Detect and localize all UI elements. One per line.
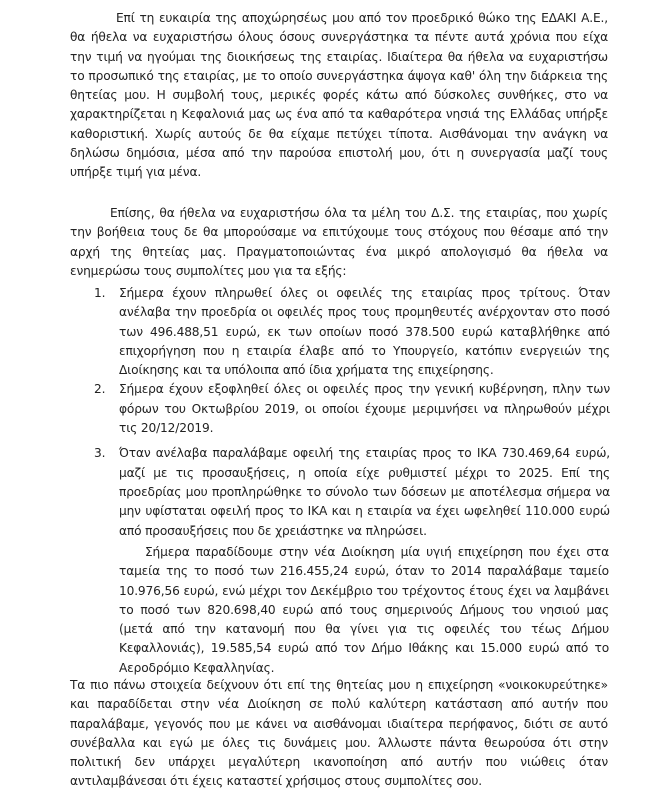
list-item-text: Όταν ανέλαβα παραλάβαμε οφειλή της εταιρίας προς το ΙΚΑ 730.469,64 ευρώ, μαζί με τις προσαυξήσεις, η οποία είχε ρυθμιστεί μέχρι το 2025. Επί της προεδρίας μου προπληρώθηκε το σύνολο των δόσεων με αποτέλεσμα σήμερα να μην υφίσταται οφειλή προς το ΙΚΑ και η εταιρία να έχει ωφεληθεί 110.000 ευρώ από προσαυξήσεις που δε χρειάστηκε να πληρώσει. [119, 446, 610, 538]
paragraph-closing: Τα πιο πάνω στοιχεία δείχνουν ότι επί της θητείας μου η επιχείρηση «νοικοκυρεύτηκε» και παραδίδεται στην νέα Διοίκηση σε πολύ καλύτερη κατάσταση από αυτήν που παραλάβαμε, γεγονός που με κάνει να αισθάνομαι ιδιαίτερα περήφανος, διότι σε αυτό συνέβαλλα και εγώ με όλες τις δυνάμεις μου. Άλλωστε πάντα θεωρούσα ότι στην πολιτική δεν υπάρχει μεγαλύτερη ικανοποίηση από αυτήν που νιώθεις όταν αντιλαμβάνεσαι ότι έχεις καταστεί χρήσιμος στους συμπολίτες σου. [70, 678, 608, 789]
paragraph-financial-status: Σήμερα παραδίδουμε στην νέα Διοίκηση μία υγιή επιχείρηση που έχει στα ταμεία της το ποσό των 216.455,24 ευρώ, όταν το 2014 παραλάβαμε ταμείο 10.976,56 ευρώ, ενώ μέχρι τον Δεκέμβριο του τρέχοντος έτους έχει να λαμβάνει το ποσό των 820.698,40 ευρώ από τους σημερινούς Δήμους του νησιού μας (μετά από την κατανομή που θα γίνει για τις οφειλές του τέως Δήμου Κεφαλλονιάς), 19.585,54 ευρώ από τον Δήμο Ιθάκης και 15.000 ευρώ από το Αεροδρόμιο Κεφαλληνίας. [119, 545, 609, 675]
list-item-text: Σήμερα έχουν εξοφληθεί όλες οι οφειλές προς την γενική κυβέρνηση, πλην των φόρων του Οκτωβρίου 2019, οι οποίοι έχουμε μεριμνήσει να πληρωθούν μέχρι τις 20/12/2019. [119, 382, 610, 436]
list-item-number: 2. [94, 382, 106, 397]
list-item-number: 3. [94, 446, 106, 461]
paragraph-thanks-board: Επίσης, θα ήθελα να ευχαριστήσω όλα τα μέλη του Δ.Σ. της εταιρίας, που χωρίς την βοήθεια τους δε θα μπορούσαμε να επιτύχουμε τους στόχους που θέσαμε από την αρχή της θητείας μας. Πραγματοποιώντας ένα μικρό απολογισμό θα ήθελα να ενημερώσω τους συμπολίτες μου για τα εξής: [70, 206, 608, 278]
list-item [94, 444, 610, 540]
accomplishments-list [94, 284, 610, 541]
list-item-text: Σήμερα έχουν πληρωθεί όλες οι οφειλές της εταιρίας προς τρίτους. Όταν ανέλαβα την προεδρία οι οφειλές προς τους προμηθευτές ανέρχονταν στο ποσό των 496.488,51 ευρώ, εκ των οποίων ποσό 378.500 ευρώ καταβλήθηκε από επιχορήγηση που η εταιρία έλαβε από το Υπουργείο, κατόπιν ενεργειών της Διοίκησης και τα υπόλοιπα από ίδια χρήματα της επιχείρησης. [119, 286, 610, 378]
paragraph-thanks-staff: Επί τη ευκαιρία της αποχώρησέως μου από τον προεδρικό θώκο της ΕΔΑΚΙ Α.Ε., θα ήθελα να ευχαριστήσω όλους όσους συνεργάστηκα τα πέντε αυτά χρόνια που είχα την τιμή να ηγούμαι της διοικήσεως της εταιρίας. Ιδιαίτερα θα ήθελα να ευχαριστήσω το προσωπικό της εταιρίας, με το οποίο συνεργάστηκα άψογα καθ' όλη την διάρκεια της θητείας μου. Η συμβολή τους, μερικές φορές κάτω από δύσκολες συνθήκες, στο να χαρακτηρίζεται η Κεφαλονιά μας ως ένα από τα καθαρότερα νησιά της Ελλάδας υπήρξε καθοριστική. Χωρίς αυτούς δε θα είχαμε πετύχει τίποτα. Αισθάνομαι την ανάγκη να δηλώσω δημόσια, μέσα από την παρούσα επιστολή μου, ότι η συνεργασία μαζί τους υπήρξε τιμή για μένα. [70, 11, 608, 180]
list-item [94, 284, 610, 380]
list-item [94, 380, 610, 438]
list-item-number: 1. [94, 286, 106, 300]
